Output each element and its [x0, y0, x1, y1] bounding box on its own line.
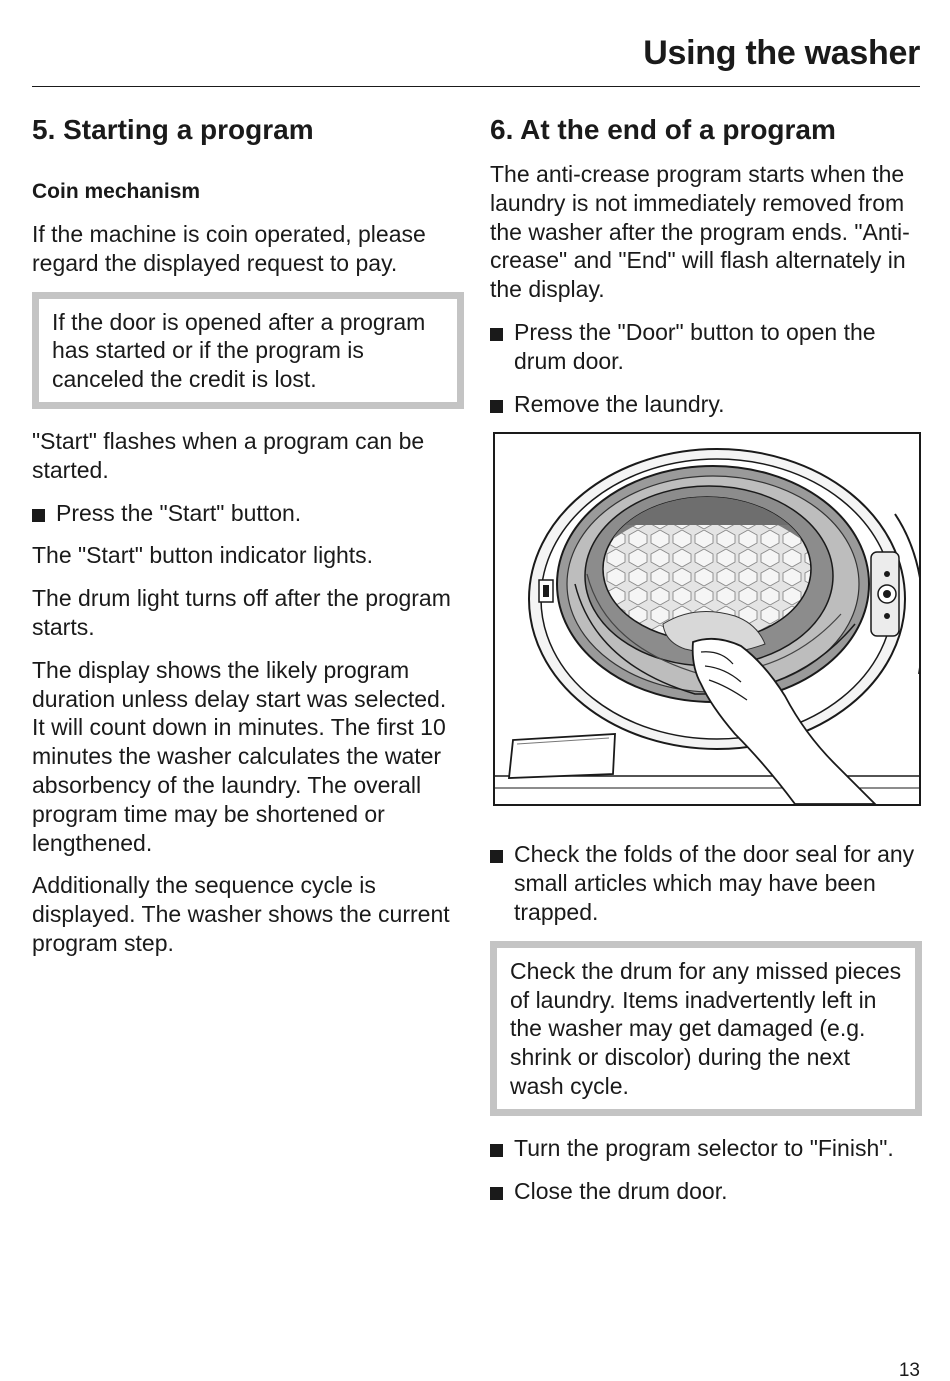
section-heading-end-of-program: 6. At the end of a program: [490, 114, 836, 145]
bullet-square-icon: [490, 1144, 503, 1157]
bullet-square-icon: [490, 400, 503, 413]
note-text-missed-laundry: Check the drum for any missed pieces of laundry. Items inadvertently left in the washer may get damaged (e.g. shrink or discolor) during the next wash cycle.: [510, 957, 902, 1099]
bullet-text: Check the folds of the door seal for any small articles which may have been trapped.: [514, 841, 915, 925]
bullet-square-icon: [490, 328, 503, 341]
bullet-text: Press the "Start" button.: [56, 499, 302, 526]
bullet-square-icon: [490, 850, 503, 863]
paragraph-coin-operated: If the machine is coin operated, please regard the displayed request to pay.: [32, 221, 426, 276]
paragraph-drum-light: The drum light turns off after the program starts.: [32, 585, 451, 640]
bullet-square-icon: [32, 509, 45, 522]
bullet-press-door: [490, 318, 922, 376]
note-box-credit-lost: [32, 292, 464, 409]
right-column: [490, 112, 922, 1219]
bullet-square-icon: [490, 1187, 503, 1200]
paragraph-sequence-cycle: Additionally the sequence cycle is displayed. The washer shows the current program step.: [32, 872, 450, 956]
page-number: 13: [898, 1360, 920, 1381]
section-heading-starting-program: 5. Starting a program: [32, 114, 314, 145]
bullet-close-door: [490, 1177, 922, 1206]
paragraph-display-duration: The display shows the likely program duration unless delay start was selected. It will count down in minutes. The first 10 minutes the washer calculates the water absorbency of the laundry. The overall program time may be shortened or lengthened.: [32, 656, 447, 856]
washer-drum-icon: [495, 434, 919, 804]
paragraph-indicator-lights: The "Start" button indicator lights.: [32, 542, 374, 569]
bullet-remove-laundry: [490, 390, 922, 419]
note-box-missed-laundry: [490, 941, 922, 1116]
note-text-credit-lost: If the door is opened after a program has started or if the program is canceled the credit is lost.: [52, 308, 426, 393]
washer-drum-illustration: [493, 432, 921, 806]
page-section-title: Using the washer: [643, 34, 920, 72]
header-divider: [32, 86, 920, 87]
paragraph-anti-crease: The anti-crease program starts when the laundry is not immediately removed from the washer after the program ends. "Anti-crease" and "End" will flash alternately in the display.: [490, 161, 910, 303]
subheading-coin-mechanism: Coin mechanism: [32, 180, 201, 203]
bullet-text: Close the drum door.: [514, 1177, 728, 1204]
bullet-text: Press the "Door" button to open the drum door.: [514, 318, 876, 374]
bullet-press-start: [32, 499, 464, 528]
paragraph-start-flashes: "Start" flashes when a program can be started.: [32, 427, 425, 483]
bullet-turn-selector: [490, 1134, 922, 1163]
bullet-text: Turn the program selector to "Finish".: [514, 1134, 894, 1161]
bullet-text: Remove the laundry.: [514, 390, 725, 417]
left-column: [32, 112, 464, 972]
bullet-check-folds: [490, 840, 922, 926]
